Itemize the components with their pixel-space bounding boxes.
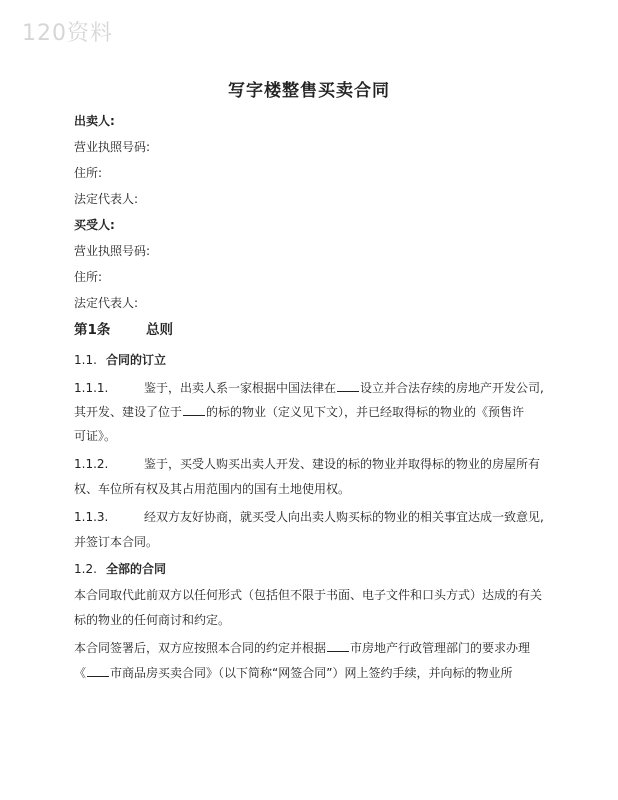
- buyer-rep-label: 法定代表人:: [74, 296, 139, 310]
- paragraph-text: 市商品房买卖合同》（以下简称“网签合同”）网上签约手续，并向标的物业所: [110, 666, 513, 680]
- section-number: 1.1.: [74, 353, 97, 367]
- section-1-2-heading: [74, 562, 166, 576]
- section-number: 1.2.: [74, 562, 97, 576]
- clause-1-1-1-line3: 可证》。: [74, 429, 117, 443]
- clause-number: 1.1.2.: [74, 457, 109, 471]
- clause-1-1-1-line2: [74, 405, 524, 419]
- clause-text: 设立并合法存续的房地产开发公司,: [360, 381, 544, 395]
- document-title: 写字楼整售买卖合同: [228, 81, 390, 101]
- section-title: 全部的合同: [106, 562, 167, 576]
- paragraph-text: 《: [74, 666, 87, 680]
- clause-1-1-3-line2: 并签订本合同。: [74, 535, 159, 549]
- clause-1-1-2-line2: 权、车位所有权及其占用范围内的国有土地使用权。: [74, 482, 351, 496]
- clause-number: 1.1.1.: [74, 381, 109, 395]
- clause-text: 经双方友好协商，就买受人向出卖人购买标的物业的相关事宜达成一致意见,: [144, 510, 544, 524]
- article-title: 总则: [146, 322, 173, 338]
- buyer-license-label: 营业执照号码:: [74, 244, 151, 258]
- clause-1-1-3-line1: [74, 510, 544, 524]
- paragraph-2-line1: [74, 641, 530, 655]
- seller-rep-label: 法定代表人:: [74, 192, 139, 206]
- paragraph-2-line2: [74, 666, 512, 680]
- paragraph-1-line1: 本合同取代此前双方以任何形式（包括但不限于书面、电子文件和口头方式）达成的有关: [74, 588, 543, 602]
- clause-text: 鉴于，买受人购买出卖人开发、建设的标的物业并取得标的物业的房屋所有: [144, 457, 541, 471]
- paragraph-1-line2: 标的物业的任何商讨和约定。: [74, 613, 231, 627]
- buyer-address-label: 住所:: [74, 270, 103, 284]
- watermark-text: 120资料: [22, 21, 113, 46]
- paragraph-text: 本合同签署后，双方应按照本合同的约定并根据: [74, 641, 327, 655]
- clause-1-1-1-line1: [74, 381, 544, 395]
- section-title: 合同的订立: [106, 353, 167, 367]
- clause-text: 鉴于，出卖人系一家根据中国法律在: [144, 381, 337, 395]
- fill-blank: [327, 650, 349, 652]
- fill-blank: [87, 675, 109, 677]
- clause-text: 的标的物业（定义见下文），并已经取得标的物业的《预售许: [206, 405, 525, 419]
- article-1-heading: [74, 323, 274, 337]
- paragraph-text: 市房地产行政管理部门的要求办理: [350, 641, 531, 655]
- section-1-1-heading: [74, 353, 166, 367]
- fill-blank: [183, 414, 205, 416]
- fill-blank: [337, 390, 359, 392]
- buyer-heading: 买受人:: [74, 218, 115, 232]
- clause-number: 1.1.3.: [74, 510, 109, 524]
- article-number: 第1条: [74, 322, 111, 338]
- seller-address-label: 住所:: [74, 166, 103, 180]
- clause-text: 其开发、建设了位于: [74, 405, 183, 419]
- seller-license-label: 营业执照号码:: [74, 140, 151, 154]
- clause-1-1-2-line1: [74, 457, 540, 471]
- seller-heading: 出卖人:: [74, 114, 115, 128]
